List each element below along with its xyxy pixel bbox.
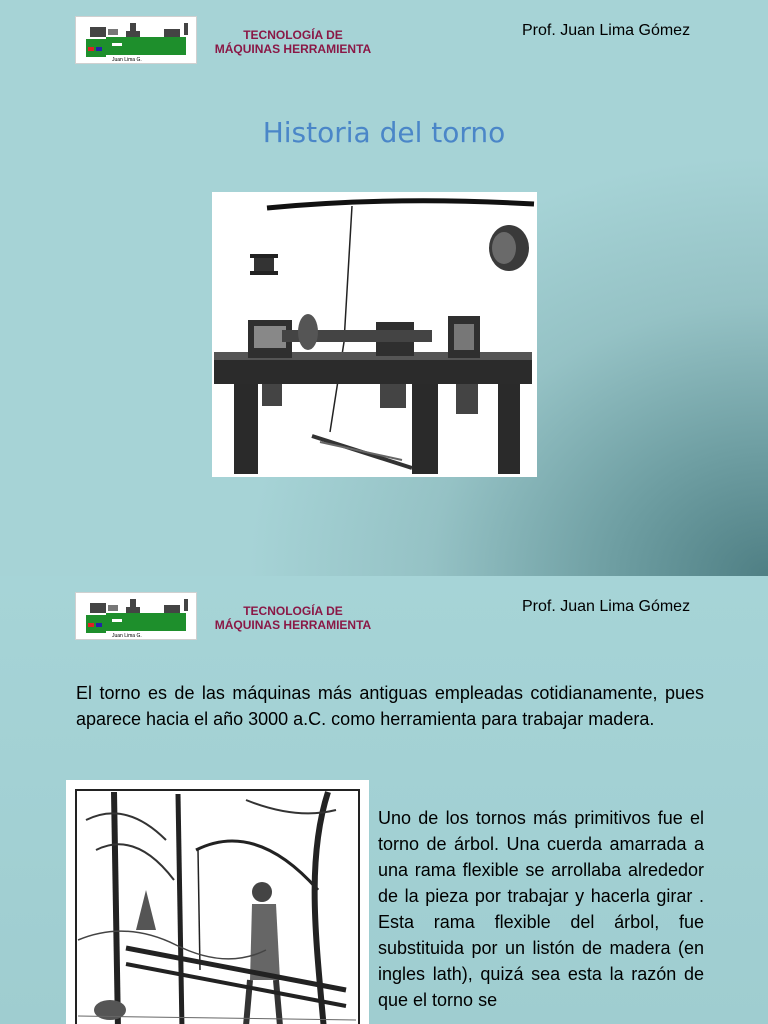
course-title-line1: TECNOLOGÍA DE [243,28,343,42]
course-title [205,28,381,56]
tree-lathe-paragraph: Uno de los tornos más primitivos fue el torno de árbol. Una cuerda amarrada a una rama flexible se arrollaba alrededor de la pieza por trabajar y hacerla girar . Esta rama flexible del árbol, fue substituida por un listón de madera (en ingles lath), quizá sea esta la razón de que el torno se [378,808,704,1010]
course-title-line2: MÁQUINAS HERRAMIENTA [214,618,372,632]
slide-title: Historia del torno [262,116,506,149]
lathe-logo [75,16,197,64]
svg-text:Juan Lima G.: Juan Lima G. [112,633,142,639]
intro-paragraph: El torno es de las máquinas más antiguas empleadas cotidianamente, pues aparece hacia el año 3000 a.C. como herramienta para trabajar madera. [76,683,704,729]
slide-2 [0,576,768,1024]
course-title [205,604,381,632]
historic-lathe-illustration [212,192,537,477]
lathe-logo [75,592,197,640]
tree-lathe-illustration [66,780,369,1024]
course-title-line2: MÁQUINAS HERRAMIENTA [214,42,372,56]
svg-text:Juan Lima G.: Juan Lima G. [112,57,142,63]
author-name: Prof. Juan Lima Gómez [522,598,691,615]
author-name: Prof. Juan Lima Gómez [522,22,691,39]
course-title-line1: TECNOLOGÍA DE [243,604,343,618]
